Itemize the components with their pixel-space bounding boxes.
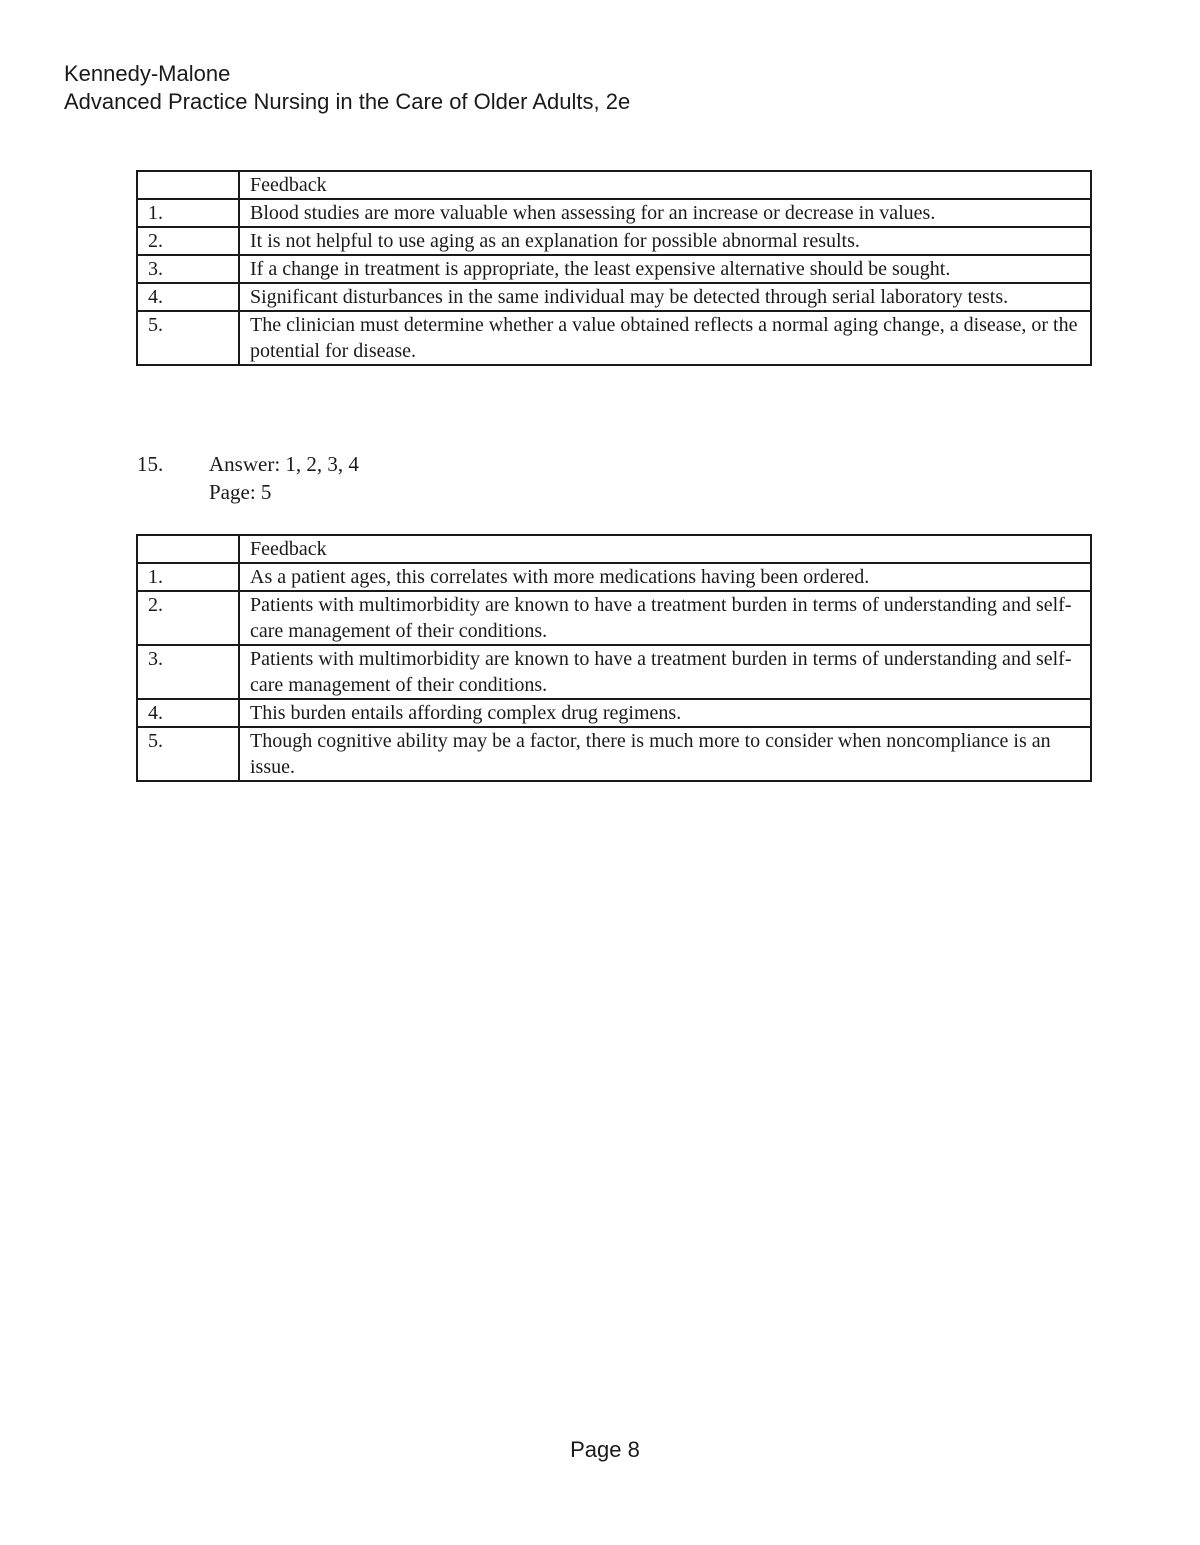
table-row [137,727,1091,781]
table-row [137,563,1091,591]
option-number: 1. [137,199,239,227]
option-number: 4. [137,283,239,311]
page-reference: Page: 5 [209,480,272,504]
option-number: 4. [137,699,239,727]
option-number: 3. [137,645,239,699]
question-number: 15. [137,452,164,476]
feedback-table-q15 [136,534,1092,782]
option-feedback: Though cognitive ability may be a factor, there is much more to consider when noncompliance is an issue. [239,727,1091,781]
author-name: Kennedy-Malone [64,61,231,86]
feedback-header: Feedback [239,171,1091,199]
option-feedback: This burden entails affording complex drug regimens. [239,699,1091,727]
table-row [137,199,1091,227]
table-row [137,227,1091,255]
option-feedback: The clinician must determine whether a value obtained reflects a normal aging change, a disease, or the potential for disease. [239,311,1091,365]
feedback-table-q14 [136,170,1092,366]
table-header-row [137,535,1091,563]
table-corner-cell [137,171,239,199]
table-row [137,645,1091,699]
option-number: 3. [137,255,239,283]
book-title: Advanced Practice Nursing in the Care of Older Adults, 2e [64,89,631,114]
option-feedback: If a change in treatment is appropriate, the least expensive alternative should be sought. [239,255,1091,283]
running-header [64,60,630,116]
table-corner-cell [137,535,239,563]
table-row [137,699,1091,727]
table-row [137,255,1091,283]
option-feedback: Blood studies are more valuable when assessing for an increase or decrease in values. [239,199,1091,227]
option-feedback: As a patient ages, this correlates with more medications having been ordered. [239,563,1091,591]
option-number: 2. [137,227,239,255]
option-number: 1. [137,563,239,591]
option-number: 5. [137,311,239,365]
option-feedback: Patients with multimorbidity are known to have a treatment burden in terms of understanding and self-care management of their conditions. [239,645,1091,699]
table-row [137,283,1091,311]
option-feedback: Significant disturbances in the same individual may be detected through serial laboratory tests. [239,283,1091,311]
feedback-header: Feedback [239,535,1091,563]
option-feedback: It is not helpful to use aging as an explanation for possible abnormal results. [239,227,1091,255]
option-number: 5. [137,727,239,781]
table-row [137,591,1091,645]
table-header-row [137,171,1091,199]
table-row [137,311,1091,365]
page-number-footer: Page 8 [570,1437,640,1462]
option-number: 2. [137,591,239,645]
answer-line: Answer: 1, 2, 3, 4 [209,452,359,476]
option-feedback: Patients with multimorbidity are known to have a treatment burden in terms of understanding and self-care management of their conditions. [239,591,1091,645]
question-answer-details [209,450,359,506]
